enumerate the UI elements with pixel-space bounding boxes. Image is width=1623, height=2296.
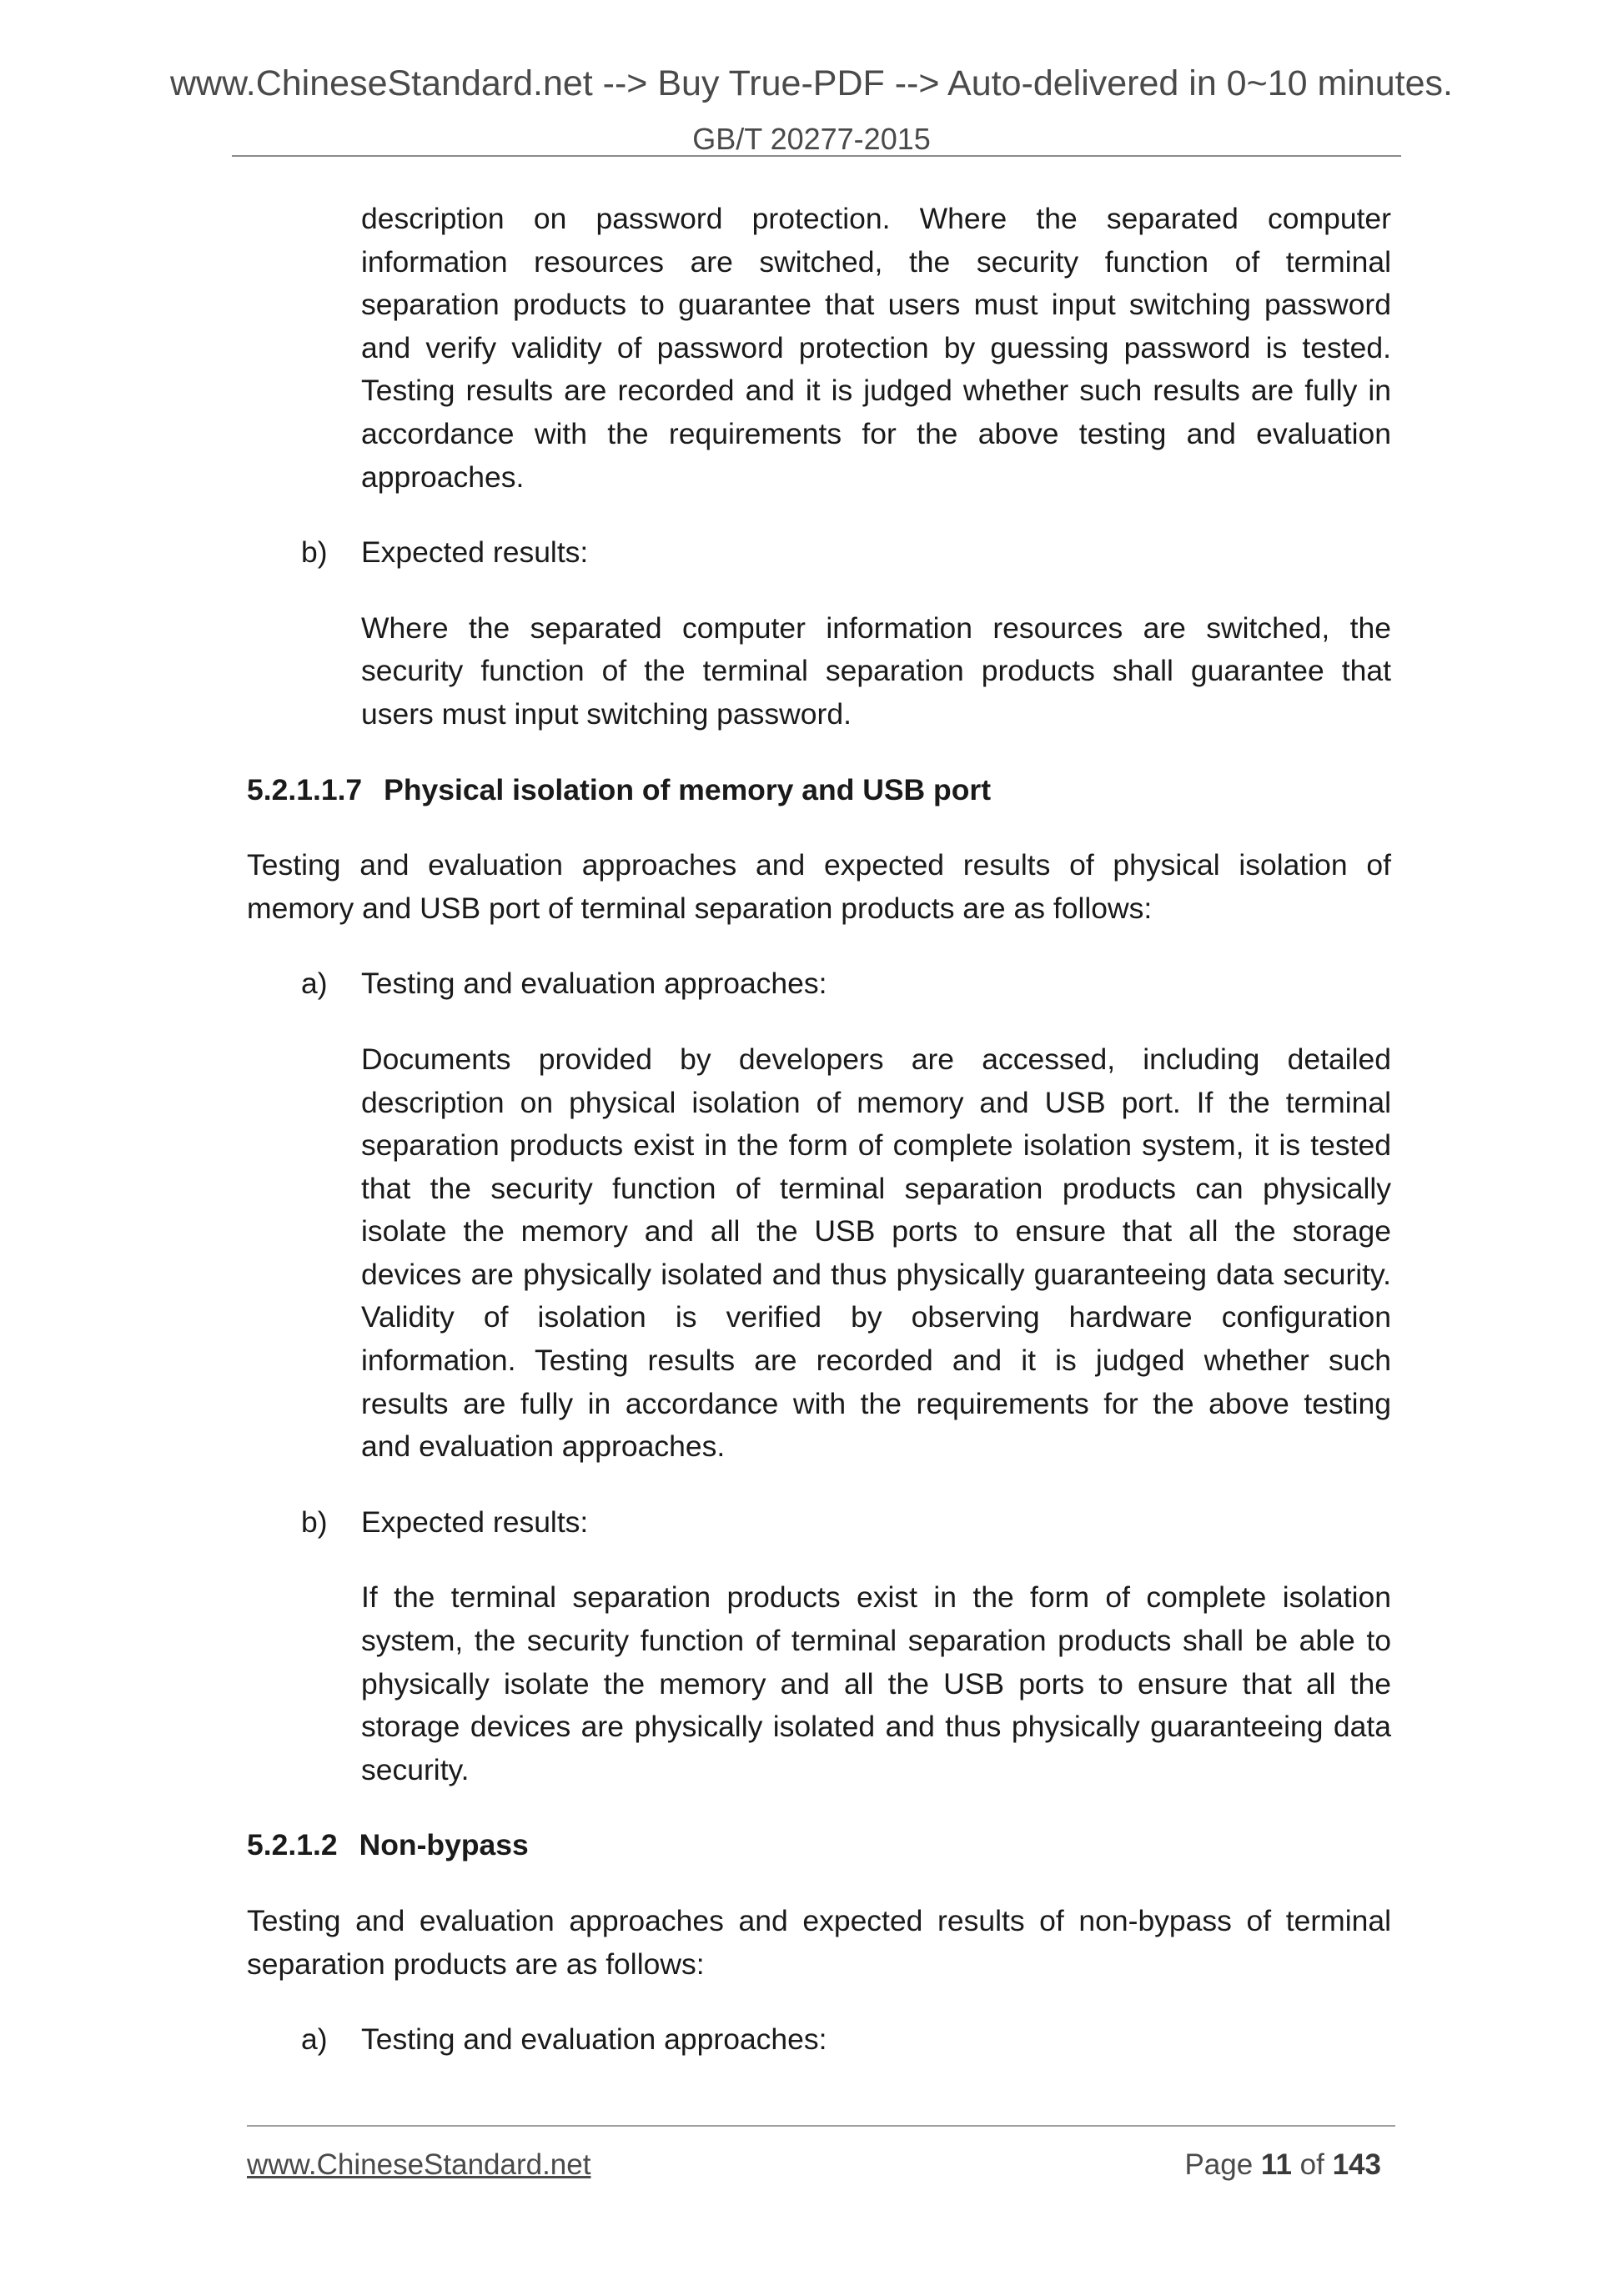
text-line: accordance with the requirements for the above testing and evaluation xyxy=(361,416,1391,450)
text-line: Testing results are recorded and it is judged whether such results are fully in xyxy=(361,374,1391,408)
list-marker: b) xyxy=(301,535,328,570)
text-line: that the security function of terminal separation products can physically xyxy=(361,1171,1391,1205)
section-heading-5-2-1-1-7 xyxy=(247,769,1391,812)
paragraph-expected-switching xyxy=(361,607,1391,736)
text-line: description on physical isolation of memory and USB port. If the terminal xyxy=(361,1085,1391,1119)
list-item-label: Testing and evaluation approaches: xyxy=(361,967,827,1001)
text-line: Where the separated computer information resources are switched, the xyxy=(361,610,1391,645)
text-line: Testing and evaluation approaches and expected results of physical isolation of xyxy=(247,848,1391,882)
page-total: 143 xyxy=(1332,2148,1381,2181)
list-marker: a) xyxy=(301,2022,328,2057)
paragraph-intro-non-bypass xyxy=(247,1900,1391,1986)
list-marker: a) xyxy=(301,967,328,1001)
footer-divider xyxy=(247,2125,1395,2127)
text-line: storage devices are physically isolated and thus physically guaranteeing data xyxy=(361,1710,1391,1744)
list-item-label: Expected results: xyxy=(361,535,589,570)
text-line: and evaluation approaches. xyxy=(361,1429,726,1464)
text-line: system, the security function of terminal separation products shall be able to xyxy=(361,1624,1391,1658)
page-content xyxy=(247,198,1391,2062)
text-line: approaches. xyxy=(361,460,525,494)
page-prefix: Page xyxy=(1184,2148,1254,2181)
document-code: GB/T 20277-2015 xyxy=(692,122,931,156)
text-line: security. xyxy=(361,1752,470,1786)
paragraph-password-protection xyxy=(361,198,1391,499)
page-number xyxy=(1184,2148,1381,2182)
text-line: information. Testing results are recorded and it is judged whether such xyxy=(361,1344,1391,1378)
header-divider xyxy=(232,155,1401,157)
page-current: 11 xyxy=(1260,2148,1292,2181)
section-heading-5-2-1-2 xyxy=(247,1824,1391,1867)
text-line: separation products exist in the form of complete isolation system, it is tested xyxy=(361,1128,1391,1163)
text-line: physically isolate the memory and all the USB ports to ensure that all the xyxy=(361,1666,1391,1701)
list-item-a-testing-approaches xyxy=(301,962,1391,1006)
section-number: 5.2.1.2 xyxy=(247,1828,338,1862)
paragraph-intro-memory-usb xyxy=(247,844,1391,930)
text-line: isolate the memory and all the USB ports to ensure that all the storage xyxy=(361,1214,1391,1248)
section-title: Non-bypass xyxy=(359,1828,529,1862)
footer-site-link[interactable]: www.ChineseStandard.net xyxy=(247,2148,591,2181)
text-line: devices are physically isolated and thus physically guaranteeing data security. xyxy=(361,1257,1391,1291)
text-line: separation products to guarantee that users must input switching password xyxy=(361,288,1391,322)
text-line: If the terminal separation products exist in the form of complete isolation xyxy=(361,1580,1391,1615)
list-item-a-testing-approaches xyxy=(301,2018,1391,2062)
text-line: information resources are switched, the security function of terminal xyxy=(361,244,1391,279)
text-line: results are fully in accordance with the requirements for the above testing xyxy=(361,1386,1391,1420)
text-line: memory and USB port of terminal separation products are as follows: xyxy=(247,891,1153,925)
text-line: Documents provided by developers are accessed, including detailed xyxy=(361,1042,1391,1076)
list-item-b-expected-results xyxy=(301,1501,1391,1545)
top-banner[interactable]: www.ChineseStandard.net --> Buy True-PDF --> Auto-delivered in 0~10 minutes. xyxy=(169,63,1453,103)
text-line: users must input switching password. xyxy=(361,696,852,731)
section-title: Physical isolation of memory and USB port xyxy=(384,772,992,806)
text-line: Testing and evaluation approaches and expected results of non-bypass of terminal xyxy=(247,1904,1391,1937)
list-marker: b) xyxy=(301,1505,328,1539)
text-line: description on password protection. Where the separated computer xyxy=(361,202,1391,235)
list-item-b-expected-results xyxy=(301,531,1391,575)
text-line: separation products are as follows: xyxy=(247,1947,705,1981)
list-item-label: Expected results: xyxy=(361,1505,589,1539)
list-item-label: Testing and evaluation approaches: xyxy=(361,2022,827,2057)
text-line: security function of the terminal separation products shall guarantee that xyxy=(361,654,1391,688)
text-line: and verify validity of password protection by guessing password is tested. xyxy=(361,330,1391,364)
paragraph-expected-memory-usb xyxy=(361,1576,1391,1791)
page-of: of xyxy=(1299,2148,1324,2181)
text-line: Validity of isolation is verified by observing hardware configuration xyxy=(361,1300,1391,1334)
paragraph-testing-memory-usb xyxy=(361,1038,1391,1469)
section-number: 5.2.1.1.7 xyxy=(247,772,363,806)
